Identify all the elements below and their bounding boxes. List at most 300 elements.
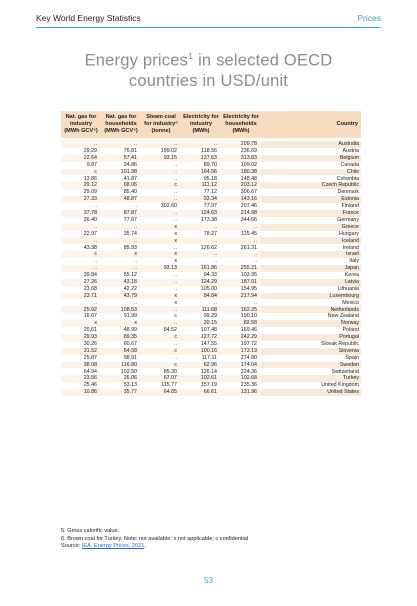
table-row [61,258,361,265]
value-cell: .. [94,258,97,265]
country-cell: Portugal [261,334,361,341]
column-header-line: industry [189,121,213,127]
title-line-1-end: in selected OECD [193,51,333,70]
value-cell: 190.10 [240,313,257,320]
value-cell: 261.31 [240,244,257,251]
value-cell: .. [61,237,101,244]
value-cell: 306.67 [240,189,257,196]
value-cell: 85.93 [123,244,137,251]
table-row [61,306,361,313]
table-row [61,382,361,389]
country-cell: Czech Republic [261,182,361,189]
value-cell: .. [174,340,177,347]
value-cell: 77.67 [123,216,137,223]
country-cell: Australia [261,141,361,148]
table-row [61,148,361,155]
value-cell: .. [221,251,261,258]
table-row [61,334,361,341]
value-cell: 102.50 [120,368,137,375]
title-line-2: countries in USD/unit [128,71,289,90]
value-cell: 20.15 [181,320,221,327]
table-row [61,244,361,251]
value-cell: x [141,224,181,231]
value-cell: .. [141,196,181,203]
value-cell: .. [181,224,221,231]
value-cell: 124.63 [181,210,221,217]
column-header-line: households [225,121,257,127]
source-end: . [144,543,146,550]
value-cell: 115.45 [241,230,257,237]
value-cell: 29.09 [83,189,97,196]
value-cell: .. [134,203,137,210]
value-cell: 107.48 [200,327,217,334]
value-cell: 27.33 [61,196,101,203]
page-number: 53 [204,576,213,585]
column-header-line: (MWh) [232,128,250,134]
value-cell: 161.86 [181,265,221,272]
value-cell: 27.26 [61,279,101,286]
value-cell: 29.93 [61,334,101,341]
value-cell: 207.46 [240,203,257,210]
value-cell: 38.08 [61,362,101,369]
value-cell: 25.92 [61,306,101,313]
section-name: Prices [357,13,381,23]
value-cell: 94.33 [203,272,217,279]
table-row [61,279,361,286]
country-cell: Luxembourg [261,293,361,300]
value-cell: 35.77 [101,389,141,396]
table-row [61,189,361,196]
value-cell: c [61,251,101,258]
value-cell: 22.97 [83,230,97,237]
value-cell: 23.56 [61,375,101,382]
value-cell: 78.27 [203,230,217,237]
country-cell: Belgium [261,155,361,162]
value-cell: 137.63 [181,155,221,162]
country-cell: Germany [337,216,359,223]
value-cell: c [141,362,181,369]
value-cell: 143.16 [221,196,261,203]
value-cell: 313.83 [221,155,261,162]
table-row [61,237,361,244]
value-cell: 173.38 [200,216,217,223]
country-cell: Latvia [261,279,361,286]
value-cell: 66.61 [181,389,221,396]
column-header [181,111,221,138]
value-cell: 98.91 [123,354,137,361]
value-cell: 116.80 [101,362,141,369]
table-row [61,231,361,238]
value-cell: 68.06 [101,182,141,189]
value-cell: .. [174,354,177,361]
value-cell: .. [94,203,97,210]
country-cell: United States [261,389,361,396]
value-cell: 29.29 [83,148,97,155]
table-row [61,217,361,224]
table-row [61,196,361,203]
value-cell: .. [221,224,261,231]
value-cell: 29.12 [61,182,101,189]
column-header [261,111,361,138]
value-cell: 127.72 [181,334,221,341]
value-cell: .. [181,251,221,258]
value-cell: .. [101,224,141,231]
value-cell: 162.25 [221,306,261,313]
value-cell: .. [254,258,257,265]
value-cell: 84.84 [181,293,221,300]
value-cell: x [174,258,177,265]
value-cell: 48.87 [101,196,141,203]
page-title [36,46,381,91]
table-row [61,320,361,327]
column-header-line: Nat. gas for [105,114,137,120]
table-row [61,389,361,396]
country-cell: France [261,210,361,217]
country-cell: Mexico [342,299,359,306]
value-cell: .. [141,279,181,286]
value-cell: 209.78 [221,141,261,148]
value-cell: .. [221,237,261,244]
value-cell: .. [254,299,257,306]
table-row [61,299,361,306]
value-cell: 26.40 [83,216,97,223]
title-line-1: Energy prices [84,51,189,70]
country-cell: Finland [341,203,359,210]
value-cell: 118.56 [201,148,217,155]
value-cell: .. [101,237,141,244]
value-cell: 64.85 [141,389,181,396]
value-cell: .. [214,258,217,265]
value-cell: 16.67 [83,313,97,320]
column-header-line: (MWh) [192,128,210,134]
value-cell: c [141,348,181,355]
value-cell: 30.26 [83,340,97,347]
country-cell: Slovenia [261,348,361,355]
country-cell: Denmark [337,189,359,196]
prices-table [61,111,361,396]
value-cell: .. [174,175,177,182]
value-cell: 302.60 [160,203,177,210]
value-cell: 217.94 [221,293,261,300]
value-cell: 37.78 [61,210,101,217]
value-cell: .. [134,299,137,306]
value-cell: .. [174,161,177,168]
value-cell: 111.12 [181,182,221,189]
column-header-line: industry [69,121,93,127]
value-cell: .. [214,299,217,306]
value-cell: 147.55 [200,340,217,347]
value-cell: 77.97 [203,203,217,210]
value-cell: 85.30 [163,368,177,375]
country-cell: Chile [261,169,361,176]
value-cell: 93.34 [181,196,221,203]
value-cell: 126.62 [200,244,217,251]
value-cell: .. [134,258,137,265]
country-cell: Sweden [261,362,361,369]
value-cell: x [141,293,181,300]
value-cell: 20.61 [83,327,97,334]
value-cell: 76.81 [123,148,137,155]
value-cell: 35.74 [123,230,137,237]
column-header [141,111,181,138]
value-cell: 53.13 [123,382,137,389]
table-row [61,203,361,210]
header-row [61,111,361,138]
value-cell: 25.46 [83,382,97,389]
country-cell: Turkey [261,375,361,382]
value-cell: 43.38 [83,244,97,251]
country-cell: Spain [345,354,359,361]
country-cell: Netherlands [261,306,361,313]
table-row [61,251,361,258]
value-cell: 91.99 [123,313,137,320]
table-row [61,169,361,176]
value-cell: 23.71 [61,293,101,300]
table-row [61,141,361,148]
value-cell: 25.87 [83,354,97,361]
value-cell: 197.72 [240,340,257,347]
country-cell: Colombia [336,175,359,182]
footnotes [61,528,248,551]
footnote-5: 5. Gross calorific value. [61,528,120,534]
value-cell: .. [141,306,181,313]
table-row [61,182,361,189]
value-cell: .. [101,265,141,272]
table-header [61,111,361,141]
value-cell: 187.01 [221,279,261,286]
country-cell: Poland [342,327,359,334]
value-cell: .. [61,224,101,231]
value-cell: 62.96 [181,362,221,369]
value-cell: 148.48 [240,175,257,182]
column-header [221,111,261,138]
country-cell: Austria [342,148,359,155]
table-body [61,141,361,396]
value-cell: 102.61 [181,375,221,382]
value-cell: 255.21 [221,265,261,272]
value-cell: x [141,251,181,258]
country-cell: Lithuania [337,285,359,292]
column-header [61,111,101,138]
value-cell: 26.06 [101,375,141,382]
value-cell: 89.70 [203,161,217,168]
value-cell: 57.41 [101,155,141,162]
value-cell: 41.87 [123,175,137,182]
value-cell: c [141,182,181,189]
value-cell: 115.77 [161,382,177,389]
value-cell: .. [94,299,97,306]
value-cell: 173.19 [221,348,261,355]
value-cell: 103.95 [240,272,257,279]
value-cell: 242.29 [221,334,261,341]
table-row [61,355,361,362]
table-row [61,327,361,334]
table-row [61,224,361,231]
table-row [61,272,361,279]
value-cell: .. [141,169,181,176]
value-cell: 82.58 [221,320,261,327]
value-cell: x [101,320,141,327]
value-cell: 60.67 [123,340,137,347]
value-cell: .. [141,210,181,217]
value-cell: 344.66 [240,216,257,223]
value-cell: .. [101,141,141,148]
value-cell: 9.87 [86,161,97,168]
value-cell: 99.29 [203,313,217,320]
column-header-line: households [105,121,137,127]
country-cell: Greece [261,224,361,231]
value-cell: 169.46 [240,327,257,334]
value-cell: 23.68 [83,285,97,292]
value-cell: 31.52 [61,348,101,355]
column-header-line: for industry⁶ [144,121,178,127]
value-cell: 124.29 [181,279,221,286]
value-cell: 131.96 [221,389,261,396]
value-cell: 111.68 [181,306,221,313]
column-header [101,111,141,138]
source-line [61,543,248,551]
footnote-6: 6. Brown coal for Turkey. Note: not available; x not applicable; c confidential [61,535,249,542]
value-cell: 42.22 [123,285,137,292]
value-cell: x [174,230,177,237]
value-cell: 39.84 [83,272,97,279]
value-cell: 108.53 [101,306,141,313]
value-cell: 164.56 [181,169,221,176]
header-rule [36,27,381,28]
value-cell: x [61,320,101,327]
value-cell: c [174,313,177,320]
value-cell: .. [141,141,181,148]
value-cell: 84.52 [163,327,177,334]
value-cell: .. [174,189,177,196]
column-header-line: Electricity for [223,114,259,120]
table-row [61,368,361,375]
country-cell: Ireland [342,244,359,251]
value-cell: .. [61,265,101,272]
table-row [61,341,361,348]
value-cell: 214.98 [221,210,261,217]
value-cell: 126.14 [200,368,217,375]
value-cell: 24.86 [123,161,137,168]
value-cell: 224.36 [240,368,257,375]
country-cell: Iceland [261,237,361,244]
value-cell: 22.64 [61,155,101,162]
value-cell: 85.40 [123,189,137,196]
value-cell: 55.12 [123,272,137,279]
value-cell: 180.38 [221,169,261,176]
value-cell: 203.12 [221,182,261,189]
value-cell: 10.86 [61,389,101,396]
value-cell: .. [174,216,177,223]
value-cell: 109.02 [240,161,257,168]
value-cell: 274.80 [240,354,257,361]
table-row [61,313,361,320]
country-cell: Switzerland [331,368,359,375]
country-cell: Japan [261,265,361,272]
column-header-line: (MWh GCV⁵) [64,128,98,134]
value-cell: 67.07 [141,375,181,382]
value-cell: 101.98 [101,169,141,176]
value-cell: 43.79 [101,293,141,300]
table-row [61,155,361,162]
source-link[interactable]: IEA, Energy Prices, 2021 [81,543,145,550]
table-row [61,162,361,169]
value-cell: 93.15 [141,155,181,162]
country-cell: Italy [349,258,359,265]
value-cell: 77.12 [203,189,217,196]
table-row [61,362,361,369]
value-cell: 64.58 [101,348,141,355]
table-row [61,293,361,300]
value-cell: .. [174,272,177,279]
value-cell: c [61,169,101,176]
value-cell: .. [174,244,177,251]
table-row [61,175,361,182]
country-cell: Norway [261,320,361,327]
value-cell: 100.16 [181,348,221,355]
value-cell: 64.94 [83,368,97,375]
table-row [61,265,361,272]
title-footnote-mark: 1 [188,51,194,61]
country-cell: Estonia [261,196,361,203]
value-cell: 235.36 [240,382,257,389]
table-row [61,210,361,217]
column-header-line: Electricity for [183,114,219,120]
value-cell: 43.18 [101,279,141,286]
value-cell: .. [61,141,101,148]
value-cell: .. [141,320,181,327]
source-label: Source: [61,543,82,550]
value-cell: x [101,251,141,258]
value-cell: x [141,237,181,244]
column-header-line: (tonne) [151,128,171,134]
column-header-line: Steam coal [146,114,176,120]
table-row [61,375,361,382]
country-cell: Slovak Republic [321,340,359,347]
table-row [61,348,361,355]
country-cell: Hungary [338,230,359,237]
column-header-line: Nat. gas for [65,114,97,120]
value-cell: 48.99 [123,327,137,334]
value-cell: 199.02 [160,148,177,155]
country-cell: Korea [344,272,359,279]
value-cell: .. [181,237,221,244]
country-cell: Canada [340,161,359,168]
value-cell: 102.68 [221,375,261,382]
value-cell: .. [174,285,177,292]
value-cell: 87.87 [101,210,141,217]
country-cell: Israel [261,251,361,258]
value-cell: 95.18 [203,175,217,182]
value-cell: 93.13 [141,265,181,272]
value-cell: 174.04 [221,362,261,369]
value-cell: x [174,299,177,306]
value-cell: 13.86 [83,175,97,182]
column-header-line: Country [336,121,358,127]
country-cell: United Kingdom [321,382,359,389]
value-cell: c [141,334,181,341]
value-cell: 105.00 [200,285,217,292]
publication-title: Key World Energy Statistics [36,13,141,23]
value-cell: 89.35 [101,334,141,341]
value-cell: 117.11 [201,354,217,361]
value-cell: 157.19 [200,382,217,389]
value-cell: 154.95 [240,285,257,292]
table-row [61,286,361,293]
value-cell: .. [181,141,221,148]
country-cell: New Zealand [327,313,359,320]
column-header-line: (MWh GCV⁵) [104,128,138,134]
